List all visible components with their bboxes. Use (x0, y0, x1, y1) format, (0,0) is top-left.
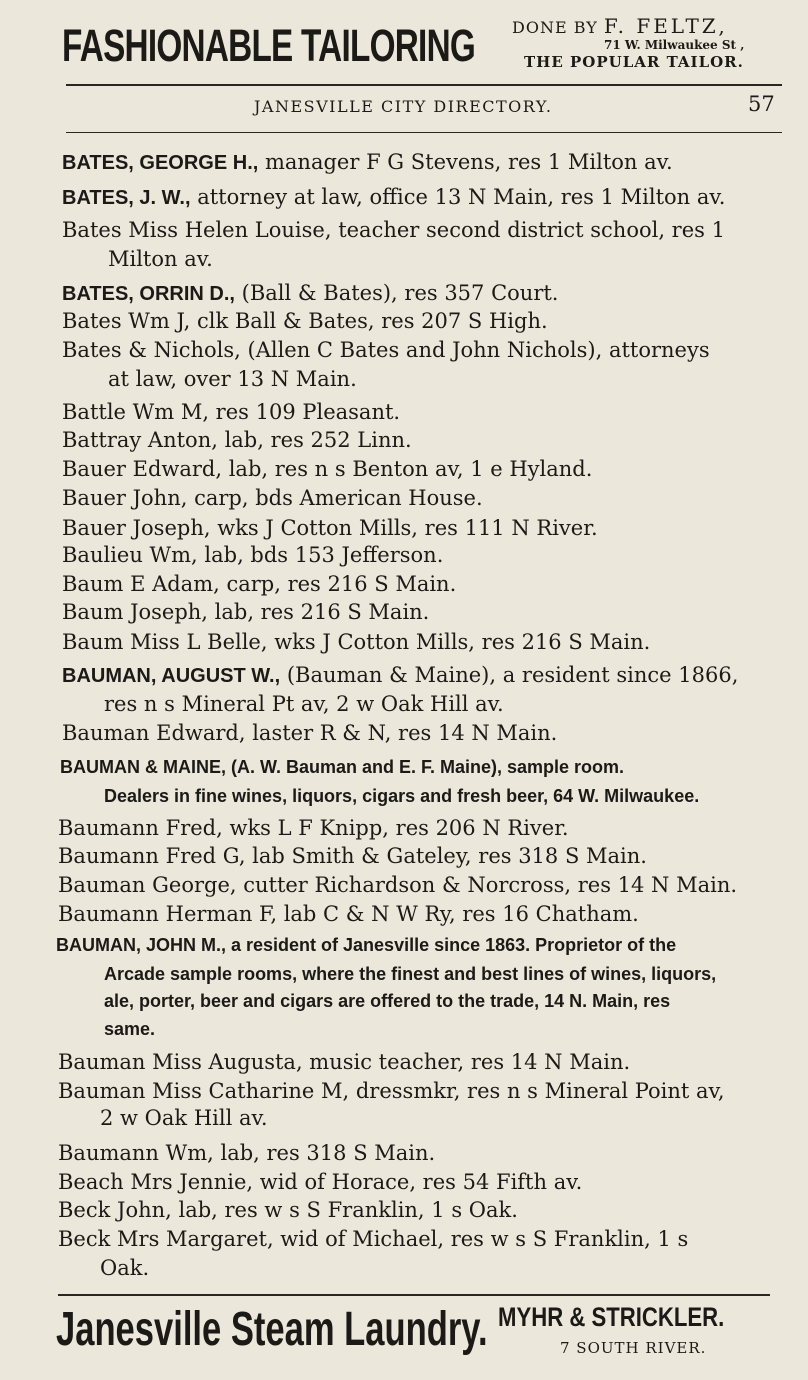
entry-line: Battray Anton, lab, res 252 Linn. (62, 428, 412, 452)
entry-line: Baumann Herman F, lab C & N W Ry, res 16 Chatham. (58, 902, 639, 926)
running-head: JANESVILLE CITY DIRECTORY. (254, 97, 553, 116)
entry-line: Baulieu Wm, lab, bds 153 Jefferson. (62, 543, 444, 567)
entry-line-continuation: Milton av. (108, 247, 213, 271)
entry-line: Baumann Fred G, lab Smith & Gateley, res 318 S Main. (58, 844, 647, 868)
page-number: 57 (748, 92, 775, 116)
entry-line: BATES, ORRIN D., (Ball & Bates), res 357 Court. (62, 281, 559, 305)
entry-line: BAUMAN, AUGUST W., (Bauman & Maine), a resident since 1866, (62, 663, 739, 687)
entry-line: Beck Mrs Margaret, wid of Michael, res w s S Franklin, 1 s (58, 1227, 689, 1251)
footer-rule (58, 1294, 770, 1296)
entry-line: Baum E Adam, carp, res 216 S Main. (62, 572, 457, 596)
entry-line: Bauer John, carp, bds American House. (62, 486, 483, 510)
entry-line-continuation: res n s Mineral Pt av, 2 w Oak Hill av. (104, 692, 504, 716)
entry-line-display: Dealers in fine wines, liquors, cigars and fresh beer, 64 W. Milwaukee. (104, 786, 700, 806)
entry-line: Battle Wm M, res 109 Pleasant. (62, 400, 401, 424)
entry-line: Bauer Edward, lab, res n s Benton av, 1 e Hyland. (62, 457, 593, 481)
entry-line: Beach Mrs Jennie, wid of Horace, res 54 Fifth av. (58, 1170, 583, 1194)
entry-line: BATES, GEORGE H., manager F G Stevens, res 1 Milton av. (62, 150, 673, 174)
entry-line-continuation: Oak. (100, 1256, 150, 1280)
laundry-ad-title: Janesville Steam Laundry. (56, 1303, 488, 1356)
entry-line: Baum Joseph, lab, res 216 S Main. (62, 600, 430, 624)
ad-tagline: THE POPULAR TAILOR. (524, 53, 744, 71)
entry-line: BATES, J. W., attorney at law, office 13 N Main, res 1 Milton av. (62, 185, 726, 209)
ad-done-by-label: DONE BY (512, 18, 598, 37)
entry-line: Baumann Wm, lab, res 318 S Main. (58, 1141, 436, 1165)
entry-line: Baumann Fred, wks L F Knipp, res 206 N River. (58, 816, 569, 840)
entry-line: Bauman Edward, laster R & N, res 14 N Main. (62, 721, 558, 745)
entry-line: Beck John, lab, res w s S Franklin, 1 s Oak. (58, 1198, 518, 1222)
ad-tailor-name: F. FELTZ, (603, 14, 728, 38)
entry-line: Bauman George, cutter Richardson & Norcross, res 14 N Main. (58, 873, 738, 897)
entry-line-display: same. (104, 1019, 156, 1039)
entry-line-continuation: 2 w Oak Hill av. (100, 1106, 268, 1130)
entry-line-display: BAUMAN & MAINE, (A. W. Bauman and E. F. Maine), sample room. (60, 757, 625, 777)
laundry-ad-firm: MYHR & STRICKLER. (498, 1302, 725, 1332)
entry-line-continuation: at law, over 13 N Main. (108, 367, 357, 391)
ad-headline: FASHIONABLE TAILORING (62, 20, 476, 71)
entry-line: Baum Miss L Belle, wks J Cotton Mills, res 216 S Main. (62, 630, 651, 654)
entry-line-display: Arcade sample rooms, where the finest and best lines of wines, liquors, (104, 964, 717, 984)
entry-line: Bauman Miss Catharine M, dressmkr, res n s Mineral Point av, (58, 1079, 725, 1103)
entry-line-display: BAUMAN, JOHN M., a resident of Janesville since 1863. Proprietor of the (56, 935, 677, 955)
entry-line: Bates & Nichols, (Allen C Bates and John Nichols), attorneys (62, 338, 710, 362)
entry-line: Bates Miss Helen Louise, teacher second district school, res 1 (62, 218, 725, 242)
entry-line: Bauman Miss Augusta, music teacher, res 14 N Main. (58, 1050, 631, 1074)
ad-tailor-address: 71 W. Milwaukee St , (604, 38, 745, 52)
laundry-ad-address: 7 SOUTH RIVER. (560, 1339, 707, 1357)
entry-line-display: ale, porter, beer and cigars are offered to the trade, 14 N. Main, res (104, 991, 671, 1011)
entry-line: Bates Wm J, clk Ball & Bates, res 207 S High. (62, 309, 548, 333)
entry-line: Bauer Joseph, wks J Cotton Mills, res 111 N River. (62, 516, 598, 540)
